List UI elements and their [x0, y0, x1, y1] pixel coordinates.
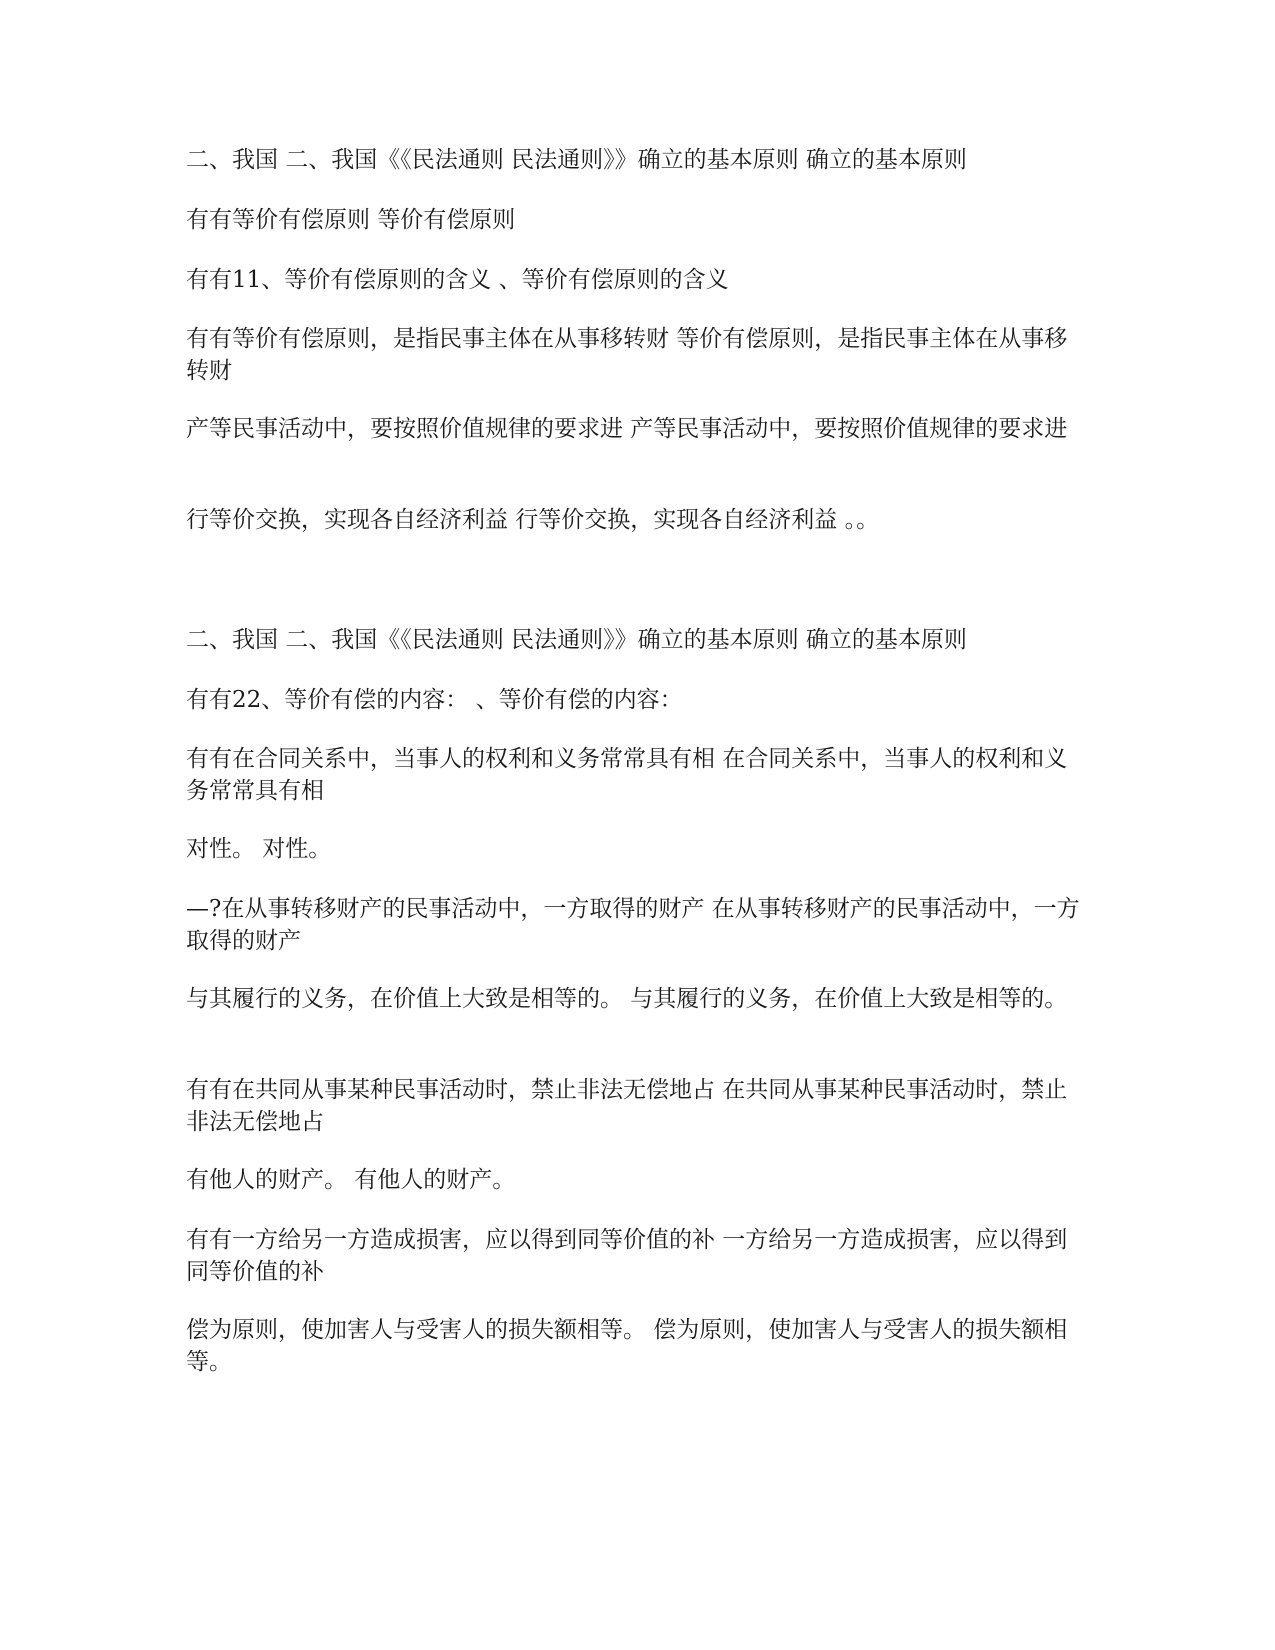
- section-2-line-5: 与其履行的义务，在价值上大致是相等的。 与其履行的义务，在价值上大致是相等的。: [186, 986, 1068, 1012]
- section-2-line-7: 有他人的财产。 有他人的财产。: [186, 1167, 516, 1193]
- section-1-line-2: 有有11、等价有偿原则的含义 、等价有偿原则的含义: [186, 267, 729, 293]
- section-1-line-4: 产等民事活动中，要按照价值规律的要求进 产等民事活动中，要按照价值规律的要求进: [186, 416, 1068, 442]
- section-2-line-9: 偿为原则，使加害人与受害人的损失额相等。 偿为原则，使加害人与受害人的损失额相等。: [186, 1317, 1068, 1375]
- section-1-line-1: 有有等价有偿原则 等价有偿原则: [186, 207, 516, 233]
- section-1-line-3: 有有等价有偿原则，是指民事主体在从事移转财 等价有偿原则，是指民事主体在从事移转财: [186, 326, 1068, 384]
- section-2-heading: 二、我国 二、我国《《民法通则 民法通则》》确立的基本原则 确立的基本原则: [186, 627, 967, 653]
- section-2-line-2: 有有在合同关系中，当事人的权利和义务常常具有相 在合同关系中，当事人的权利和义务常常具有相: [186, 746, 1068, 804]
- section-1-line-5: 行等价交换，实现各自经济利益 行等价交换，实现各自经济利益 。。: [186, 507, 880, 533]
- section-1-heading: 二、我国 二、我国《《民法通则 民法通则》》确立的基本原则 确立的基本原则: [186, 147, 967, 173]
- section-2-line-3: 对性。 对性。: [186, 836, 332, 862]
- section-2-line-8: 有有一方给另一方造成损害，应以得到同等价值的补 一方给另一方造成损害，应以得到同等价值的补: [186, 1227, 1068, 1285]
- section-2-line-4: —?在从事转移财产的民事活动中，一方取得的财产 在从事转移财产的民事活动中，一方取得的财产: [186, 896, 1080, 954]
- section-2-line-1: 有有22、等价有偿的内容： 、等价有偿的内容：: [186, 687, 683, 713]
- section-2-line-6: 有有在共同从事某种民事活动时，禁止非法无偿地占 在共同从事某种民事活动时，禁止非法无偿地占: [186, 1077, 1068, 1135]
